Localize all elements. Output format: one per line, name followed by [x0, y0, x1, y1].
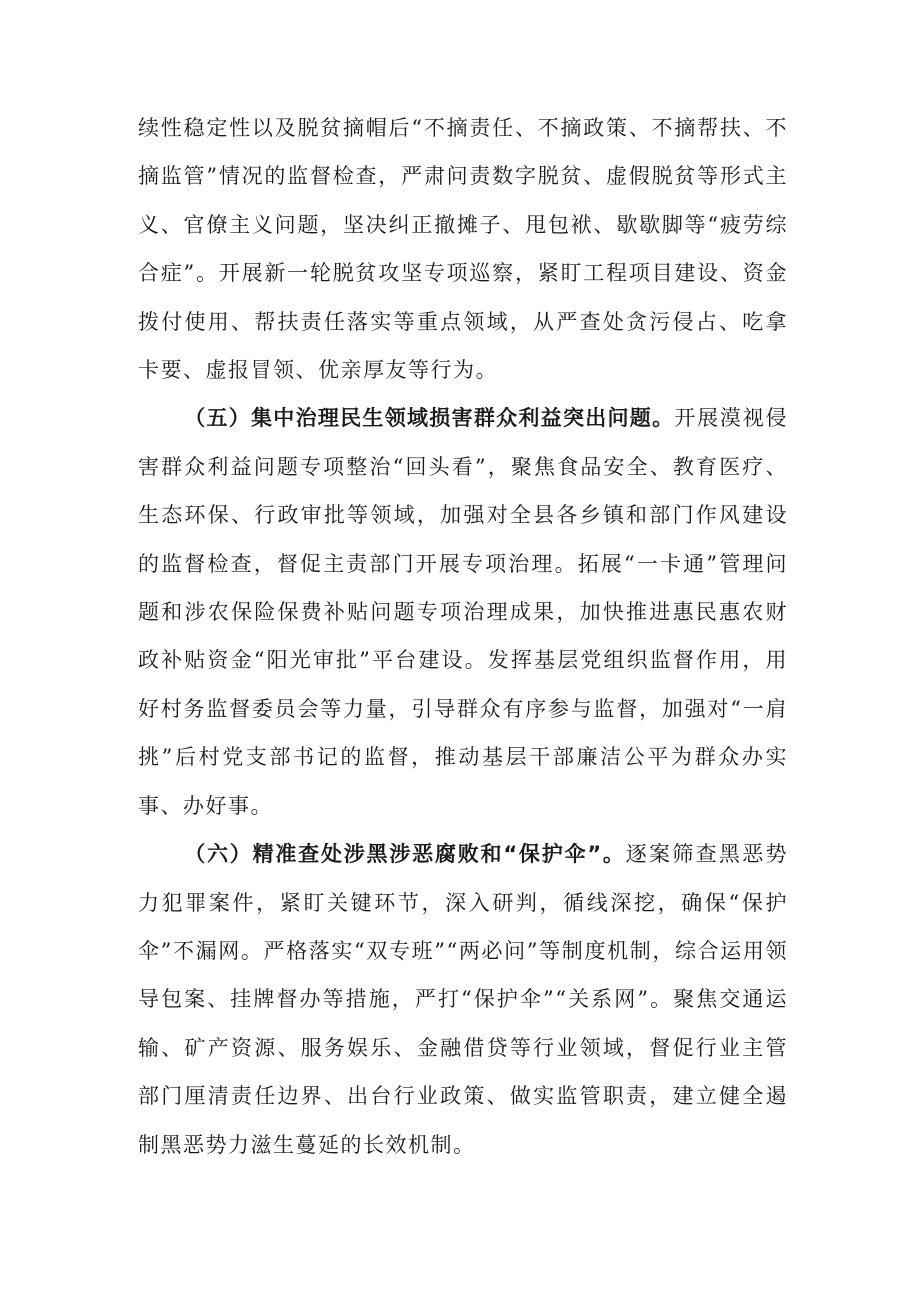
paragraph-section-6 — [138, 830, 788, 1169]
section-heading-6: （六）精准查处涉黑涉恶腐败和“保护伞”。 — [184, 842, 626, 867]
paragraph-section-5 — [138, 394, 788, 830]
section-heading-5: （五）集中治理民生领域损害群众利益突出问题。 — [184, 406, 675, 431]
paragraph-text: 续性稳定性以及脱贫摘帽后“不摘责任、不摘政策、不摘帮扶、不摘监管”情况的监督检查，严肃问责数字脱贫、虚假脱贫等形式主义、官僚主义问题，坚决纠正撤摊子、甩包袱、歇歇脚等“疲劳综合症”。开展新一轮脱贫攻坚专项巡察，紧盯工程项目建设、资金拨付使用、帮扶责任落实等重点领域，从严查处贪污侵占、吃拿卡要、虚报冒领、优亲厚友等行为。 — [138, 116, 788, 383]
paragraph-continuation — [138, 104, 788, 394]
paragraph-text: 开展漠视侵害群众利益问题专项整治“回头看”，聚焦食品安全、教育医疗、生态环保、行政审批等领域，加强对全县各乡镇和部门作风建设的监督检查，督促主责部门开展专项治理。拓展“一卡通”管理问题和涉农保险保费补贴问题专项治理成果，加快推进惠民惠农财政补贴资金“阳光审批”平台建设。发挥基层党组织监督作用，用好村务监督委员会等力量，引导群众有序参与监督，加强对“一肩挑”后村党支部书记的监督，推动基层干部廉洁公平为群众办实事、办好事。 — [138, 406, 788, 818]
paragraph-text: 逐案筛查黑恶势力犯罪案件，紧盯关键环节，深入研判，循线深挖，确保“保护伞”不漏网。严格落实“双专班”“两必问”等制度机制，综合运用领导包案、挂牌督办等措施，严打“保护伞”“关系网”。聚焦交通运输、矿产资源、服务娱乐、金融借贷等行业领域，督促行业主管部门厘清责任边界、出台行业政策、做实监管职责，建立健全遏制黑恶势力滋生蔓延的长效机制。 — [138, 842, 788, 1157]
document-body — [138, 104, 788, 1169]
